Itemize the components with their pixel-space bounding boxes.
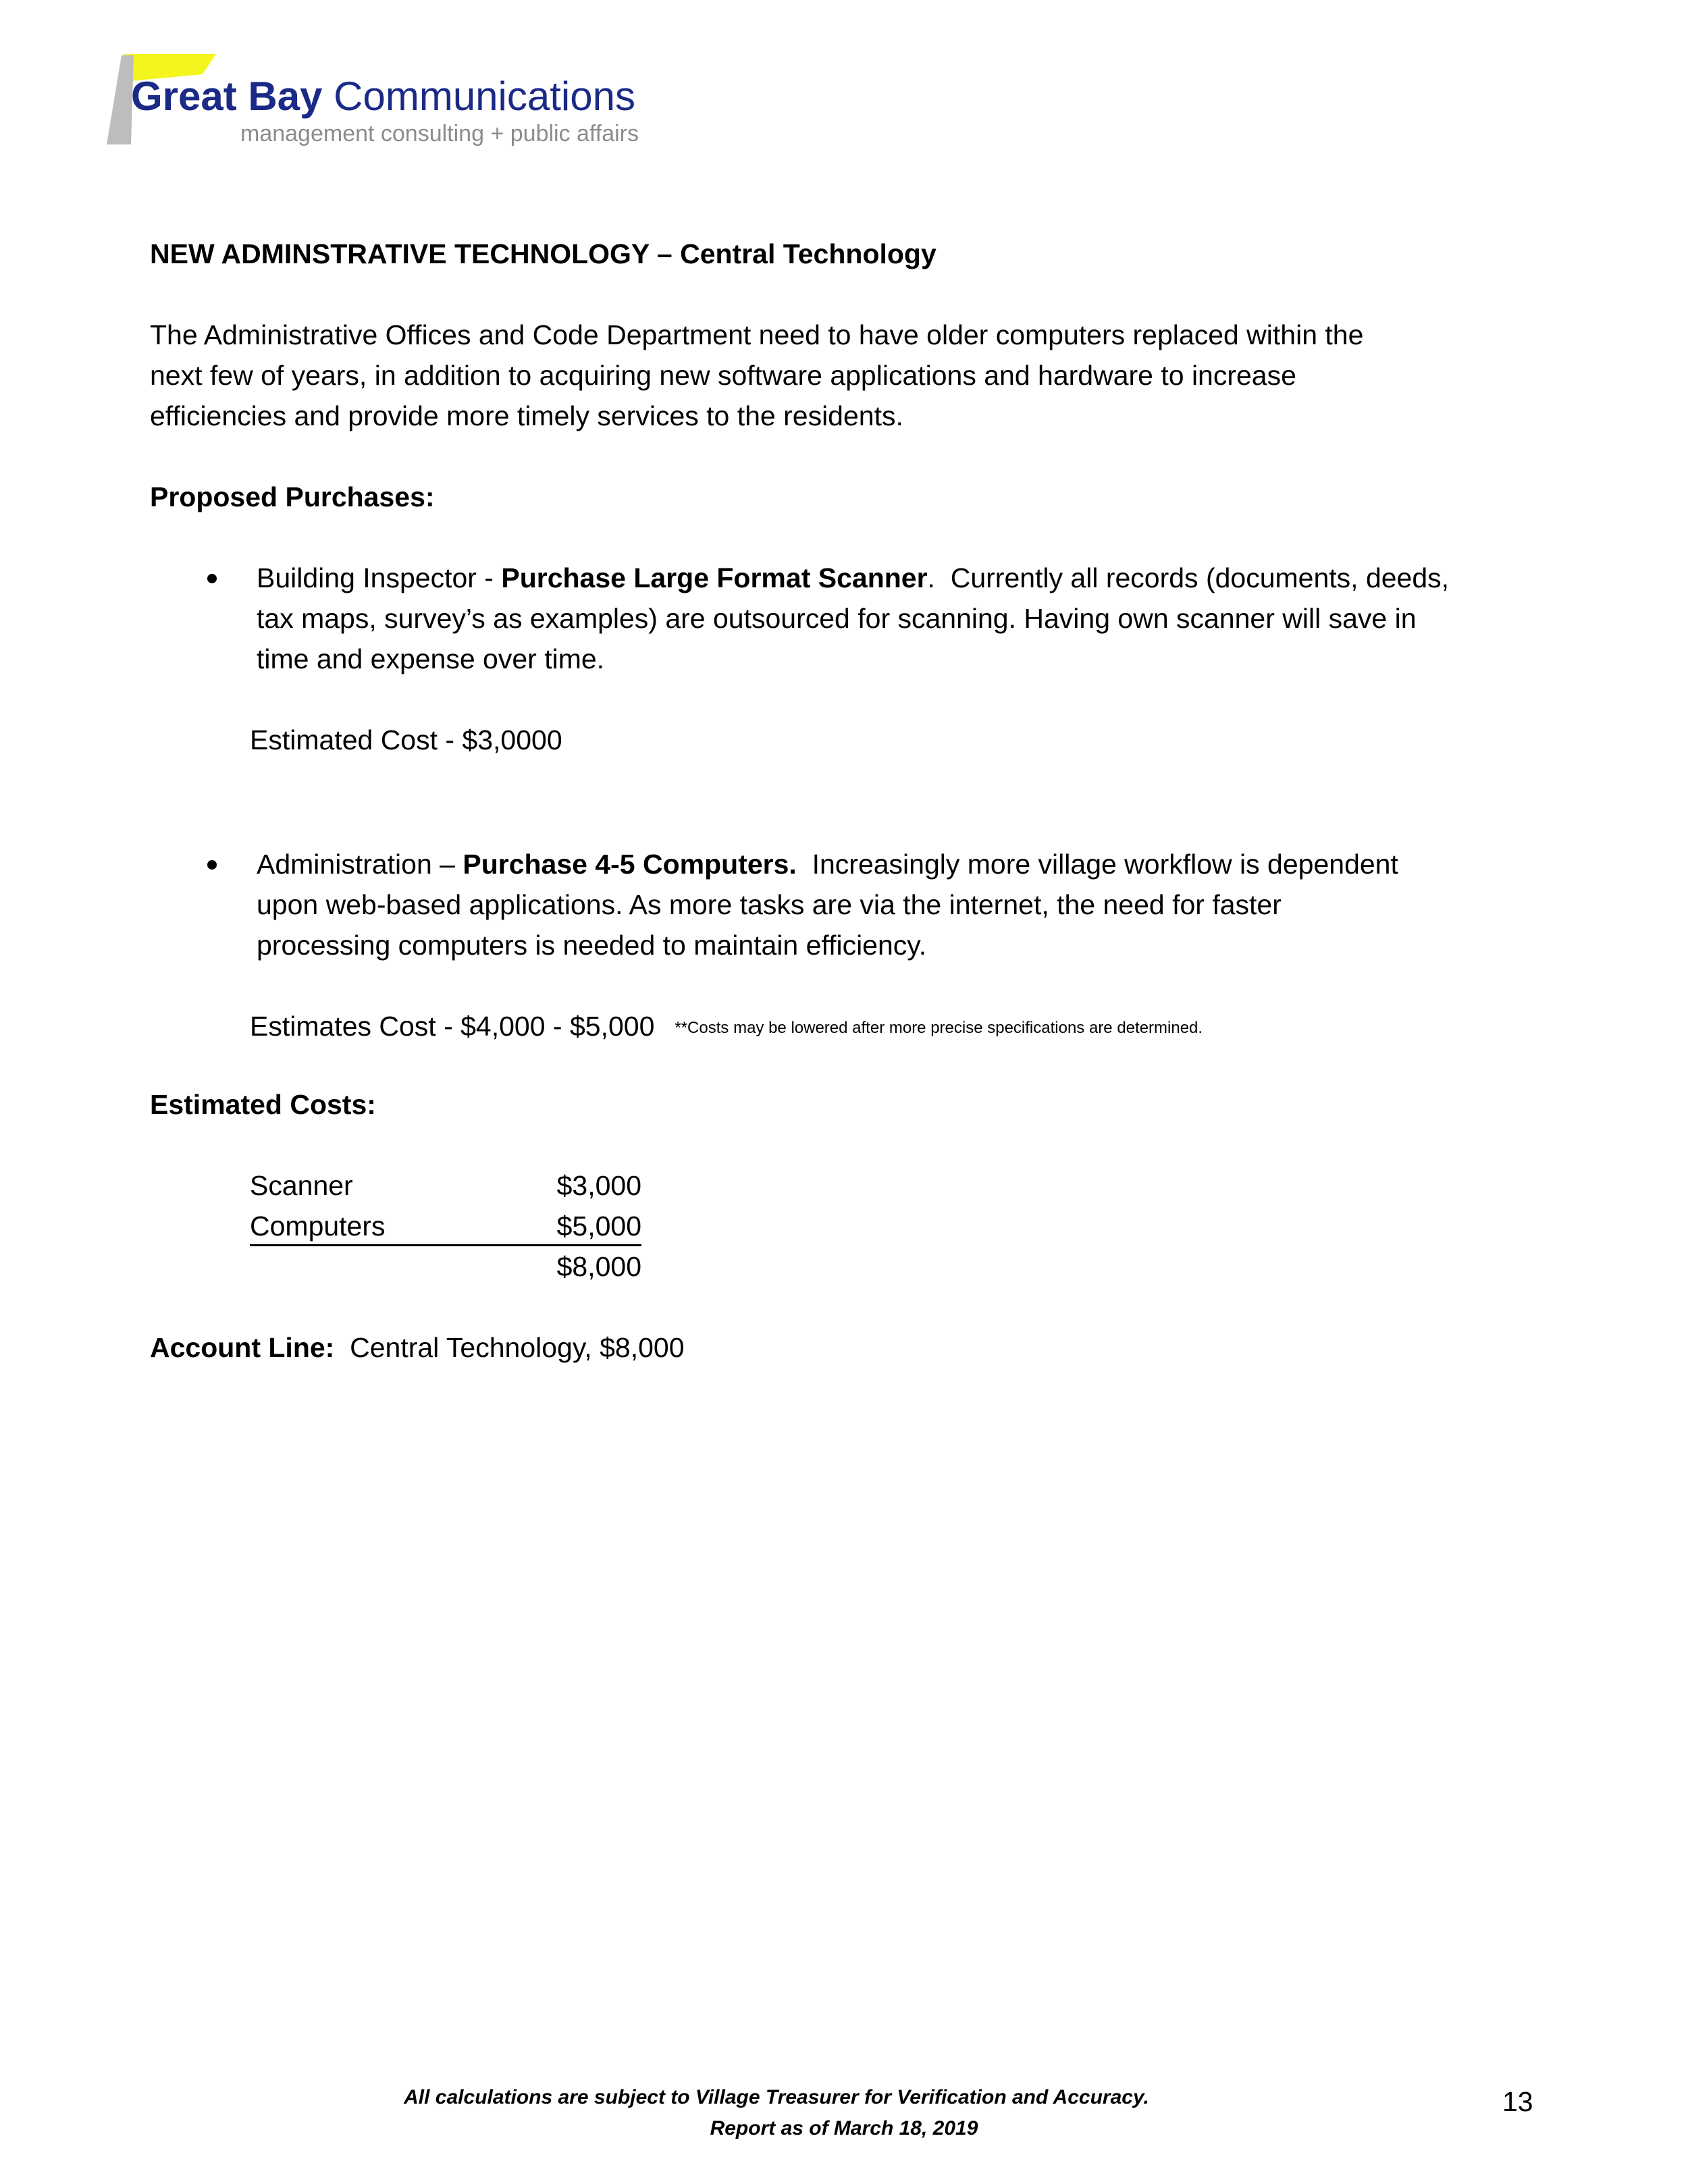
cost-label: Computers xyxy=(250,1210,386,1242)
intro-paragraph xyxy=(150,315,1363,436)
logo-name-bold: Great Bay xyxy=(131,74,323,119)
company-logo xyxy=(101,54,709,155)
item-estimated-cost xyxy=(250,1006,1203,1051)
cost-label: Scanner xyxy=(250,1170,353,1201)
item-estimated-cost: Estimated Cost - $3,0000 xyxy=(250,724,562,755)
bullet-icon xyxy=(207,860,217,870)
footer-report-date: Report as of March 18, 2019 xyxy=(710,2117,978,2139)
cost-total-amount: $8,000 xyxy=(556,1251,641,1282)
item-text: . Currently all records (documents, deeds, xyxy=(927,562,1450,593)
item-bold-title: Purchase Large Format Scanner xyxy=(501,562,928,593)
cost-table xyxy=(250,1165,641,1287)
page-number: 13 xyxy=(1502,2086,1533,2117)
list-item-first-line xyxy=(257,558,1449,598)
item-bold-title: Purchase 4-5 Computers. xyxy=(463,849,797,880)
list-item-line: tax maps, survey’s as examples) are outsourced for scanning. Having own scanner will save in xyxy=(257,603,1417,634)
cost-amount: $3,000 xyxy=(556,1170,641,1201)
intro-line: The Administrative Offices and Code Department need to have older computers replaced within the xyxy=(150,319,1364,350)
list-item xyxy=(257,844,1398,965)
table-row-total xyxy=(250,1246,641,1287)
cost-amount: $5,000 xyxy=(556,1210,641,1242)
list-item-first-line xyxy=(257,844,1398,884)
table-row xyxy=(250,1206,641,1246)
logo-name xyxy=(131,73,635,120)
item-prefix: Administration – xyxy=(257,849,463,880)
page-heading: NEW ADMINSTRATIVE TECHNOLOGY – Central Technology xyxy=(150,238,937,269)
intro-line: efficiencies and provide more timely services to the residents. xyxy=(150,400,903,431)
account-line xyxy=(150,1327,685,1368)
list-item-line: processing computers is needed to maintain efficiency. xyxy=(257,930,927,961)
logo-tagline: management consulting + public affairs xyxy=(240,121,639,147)
cost-footnote: **Costs may be lowered after more precise specifications are determined. xyxy=(675,1019,1203,1037)
estimated-costs-title: Estimated Costs: xyxy=(150,1089,376,1120)
item-prefix: Building Inspector - xyxy=(257,562,502,593)
list-item xyxy=(257,558,1449,679)
footer-disclaimer: All calculations are subject to Village Treasurer for Verification and Accuracy. xyxy=(404,2086,1149,2108)
list-item-line: upon web-based applications. As more tasks are via the internet, the need for faster xyxy=(257,889,1282,920)
list-item-line: time and expense over time. xyxy=(257,643,605,674)
logo-name-regular: Communications xyxy=(334,74,635,119)
item-cost-value: Estimates Cost - $4,000 - $5,000 xyxy=(250,1011,655,1042)
bullet-icon xyxy=(207,574,217,583)
intro-line: next few of years, in addition to acquiring new software applications and hardware to increase xyxy=(150,360,1296,391)
logo-gray-pole xyxy=(107,55,134,144)
account-line-label: Account Line: xyxy=(150,1332,335,1363)
account-line-value: Central Technology, $8,000 xyxy=(334,1332,685,1363)
table-row xyxy=(250,1165,641,1206)
proposed-purchases-title: Proposed Purchases: xyxy=(150,481,435,512)
item-text: Increasingly more village workflow is dependent xyxy=(796,849,1398,880)
